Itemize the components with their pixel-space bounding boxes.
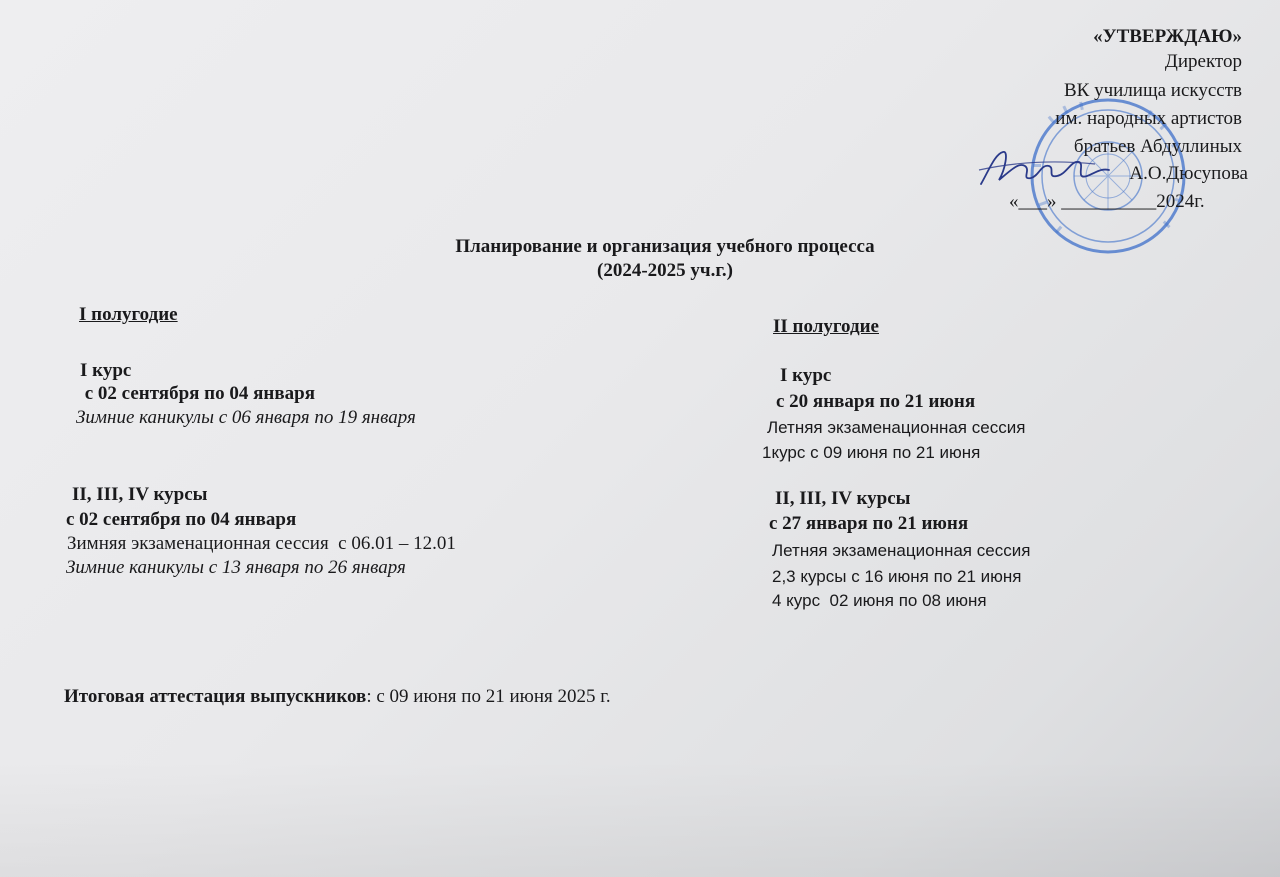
document-title: Планирование и организация учебного процесса (455, 236, 875, 257)
date-open-quote: « (1009, 191, 1019, 212)
paper-shadow (0, 760, 1280, 877)
academic-year: (2024-2025 уч.г.) (597, 260, 733, 281)
half2-course234-label: II, III, IV курсы (775, 488, 911, 509)
final-attestation-dates: : с 09 июня по 21 июня 2025 г. (366, 686, 611, 707)
director-name: А.О.Дюсупова (1129, 163, 1248, 184)
date-day-blank: ___ (1018, 191, 1047, 212)
date-month-blank: __________ (1061, 191, 1157, 212)
half1-heading: I полугодие (79, 304, 178, 325)
half1-course234-period: с 02 сентября по 04 января (66, 509, 297, 530)
half1-winter-session: Зимняя экзаменационная сессия с 06.01 – 12.01 (67, 533, 456, 554)
approval-date (1009, 191, 1205, 213)
half2-course1-period: с 20 января по 21 июня (776, 391, 976, 412)
approval-org-line2: им. народных артистов (1055, 108, 1242, 129)
half1-course234-label: II, III, IV курсы (72, 484, 208, 505)
half2-course234-period: с 27 января по 21 июня (769, 513, 969, 534)
half2-course1-session-dates: 1курс с 09 июня по 21 июня (762, 443, 981, 462)
approval-title: «УТВЕРЖДАЮ» (1093, 26, 1242, 47)
half1-course1-label: I курс (80, 360, 132, 381)
half2-course23-session-dates: 2,3 курсы с 16 июня по 21 июня (772, 567, 1022, 586)
approval-org-line3: братьев Абдуллиных (1073, 136, 1242, 157)
approval-org-line1: ВК училища искусств (1064, 80, 1242, 101)
half2-course234-session: Летняя экзаменационная сессия (772, 541, 1031, 560)
date-close-quote: » (1047, 191, 1057, 212)
half2-course1-session: Летняя экзаменационная сессия (767, 418, 1026, 437)
approval-position: Директор (1164, 51, 1242, 72)
half1-course1-holidays: Зимние каникулы с 06 января по 19 января (76, 407, 416, 428)
date-year: 2024г. (1156, 191, 1205, 212)
half2-course1-label: I курс (780, 365, 832, 386)
half2-heading: II полугодие (773, 316, 879, 337)
final-attestation-label: Итоговая аттестация выпускников (64, 686, 367, 707)
half1-course1-period: с 02 сентября по 04 января (80, 383, 315, 404)
final-attestation (64, 686, 611, 708)
half2-course4-session-dates: 4 курс 02 июня по 08 июня (772, 591, 987, 610)
half1-course234-holidays: Зимние каникулы с 13 января по 26 января (66, 557, 406, 578)
